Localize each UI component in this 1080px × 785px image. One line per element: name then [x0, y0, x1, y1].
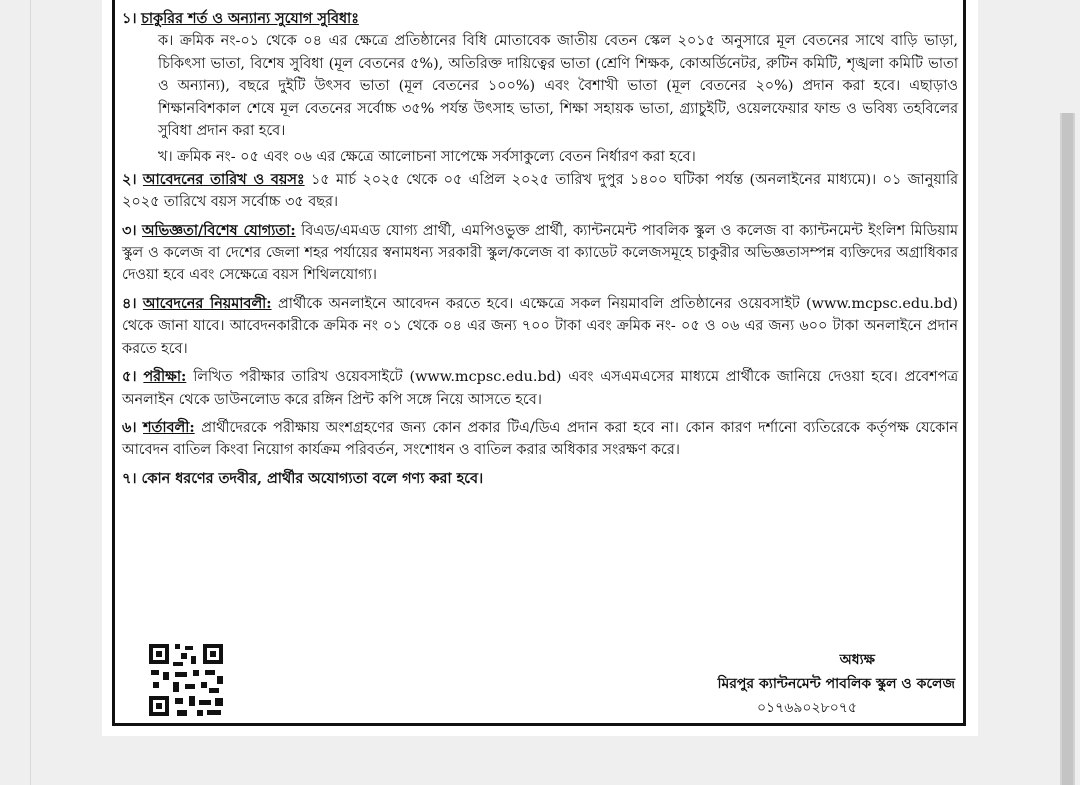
section-number: ৬। [122, 418, 137, 436]
signatory-title: অধ্যক্ষ [839, 652, 875, 668]
section-heading: আবেদনের তারিখ ও বয়সঃ [142, 170, 305, 188]
phone-number: ০১৭৬৯০২৮০৭৫ [756, 700, 857, 716]
qr-code-icon [145, 640, 229, 720]
section-heading: শর্তাবলী: [143, 418, 195, 436]
section-7 [122, 468, 958, 490]
section-number: ২। [122, 170, 137, 188]
section-1-clause-a: ক। ক্রমিক নং-০১ থেকে ০৪ এর ক্ষেত্রে প্রতিষ্ঠানের বিধি মোতাবেক জাতীয় বেতন স্কেল ২০১৫ অনুসারে মূল বেতনের সাথে বাড়ি ভাড়া, চিকিৎসা ভাতা, বিশেষ সুবিধা (মূল বেতনের ৫%), অতিরিক্ত দায়িত্বের ভাতা (শ্রেণি শিক্ষক, কোঅর্ডিনেটর, রুটিন কমিটি, শৃঙ্খলা কমিটি ভাতা ও অন্যান্য), বছরে দুইটি উৎসব ভাতা (মূল বেতনের ১০০%) এবং বৈশাখী ভাতা (মূল বেতনের ২০%) প্রদান করা হবে। এছাড়াও শিক্ষানবিশকাল শেষে মূল বেতনের সর্বোচ্চ ৩৫% পর্যন্ত উৎসাহ ভাতা, শিক্ষা সহায়ক ভাতা, গ্র্যাচুইটি, ওয়েলফেয়ার ফান্ড ও ভবিষ্য তহবিলের সুবিধা প্রদান করা হবে। [158, 33, 958, 140]
section-text: প্রার্থীদেরকে পরীক্ষায় অংশগ্রহণের জন্য কোন প্রকার টিএ/ডিএ প্রদান করা হবে না। কোন কারণ দর্শানো ব্যতিরেকে কর্তৃপক্ষ যেকোন আবেদন বাতিল কিংবা নিয়োগ কার্যক্রম পরিবর্তন, সংশোধন ও বাতিল করার অধিকার সংরক্ষণ করে। [122, 419, 958, 459]
signature-block [620, 648, 955, 720]
section-heading: চাকুরির শর্ত ও অন্যান্য সুযোগ সুবিধাঃ [141, 10, 359, 27]
section-number: ১। [122, 10, 137, 27]
section-number: ৭। [122, 469, 137, 487]
scrollbar-thumb[interactable] [1062, 113, 1073, 785]
section-number: ৪। [122, 294, 137, 312]
section-text: কোন ধরণের তদবীর, প্রার্থীর অযোগ্যতা বলে গণ্য করা হবে। [141, 469, 484, 487]
section-number: ৫। [122, 368, 137, 386]
section-text: বিএড/এমএড যোগ্য প্রার্থী, এমপিওভুক্ত প্রার্থী, ক্যান্টনমেন্ট পাবলিক স্কুল ও কলেজ বা ক্যান্টনমেন্ট ইংলিশ মিডিয়াম স্কুল ও কলেজ বা দেশের জেলা শহর পর্যায়ের স্বনামধন্য সরকারী স্কুল/কলেজ বা ক্যাডেট কলেজসমূহে চাকুরীর অভিজ্ঞতাসম্পন্ন ব্যক্তিদের অগ্রাধিকার দেওয়া হবে এবং সেক্ষেত্রে বয়স শিথিলযোগ্য। [122, 222, 959, 284]
section-6 [122, 417, 958, 462]
section-1-clause-b: খ। ক্রমিক নং- ০৫ এবং ০৬ এর ক্ষেত্রে আলোচনা সাপেক্ষে সর্বসাকুল্যে বেতন নির্ধারণ করা হবে। [158, 149, 696, 166]
notice-body [122, 8, 958, 490]
school-name: মিরপুর ক্যান্টনমেন্ট পাবলিক স্কুল ও কলেজ [717, 676, 955, 692]
section-heading: অভিজ্ঞতা/বিশেষ যোগ্যতা: [141, 221, 296, 239]
section-number: ৩। [122, 221, 137, 239]
section-text: প্রার্থীকে অনলাইনে আবেদন করতে হবে। এক্ষেত্রে সকল নিয়মাবলি প্রতিষ্ঠানের ওয়েবসাইট (www.mcpsc.edu.bd) থেকে জানা যাবে। আবেদনকারীকে ক্রমিক নং ০১ থেকে ০৪ এর জন্য ৭০০ টাকা এবং ক্রমিক নং- ০৫ ও ০৬ এর জন্য ৬০০ টাকা অনলাইনে প্রদান করতে হবে। [122, 295, 959, 357]
section-3 [122, 220, 958, 287]
section-4 [122, 293, 958, 360]
section-heading: আবেদনের নিয়মাবলী: [142, 294, 272, 312]
section-5 [122, 366, 958, 411]
section-text: ১৫ মার্চ ২০২৫ থেকে ০৫ এপ্রিল ২০২৫ তারিখ দুপুর ১৪০০ ঘটিকা পর্যন্ত (অনলাইনের মাধ্যমে)। ০১ জানুয়ারি ২০২৫ তারিখে বয়স সর্বোচ্চ ৩৫ বছর। [122, 171, 959, 211]
section-heading: পরীক্ষা: [143, 368, 187, 386]
section-1 [122, 8, 958, 30]
section-2 [122, 169, 958, 214]
section-text: লিখিত পরীক্ষার তারিখ ওয়েবসাইটে (www.mcpsc.edu.bd) এবং এসএমএসের মাধ্যমে প্রার্থীকে জানিয়ে দেওয়া হবে। প্রবেশপত্র অনলাইন থেকে ডাউনলোড করে রঙ্গিন প্রিন্ট কপি সঙ্গে নিয়ে আসতে হবে। [122, 369, 959, 408]
